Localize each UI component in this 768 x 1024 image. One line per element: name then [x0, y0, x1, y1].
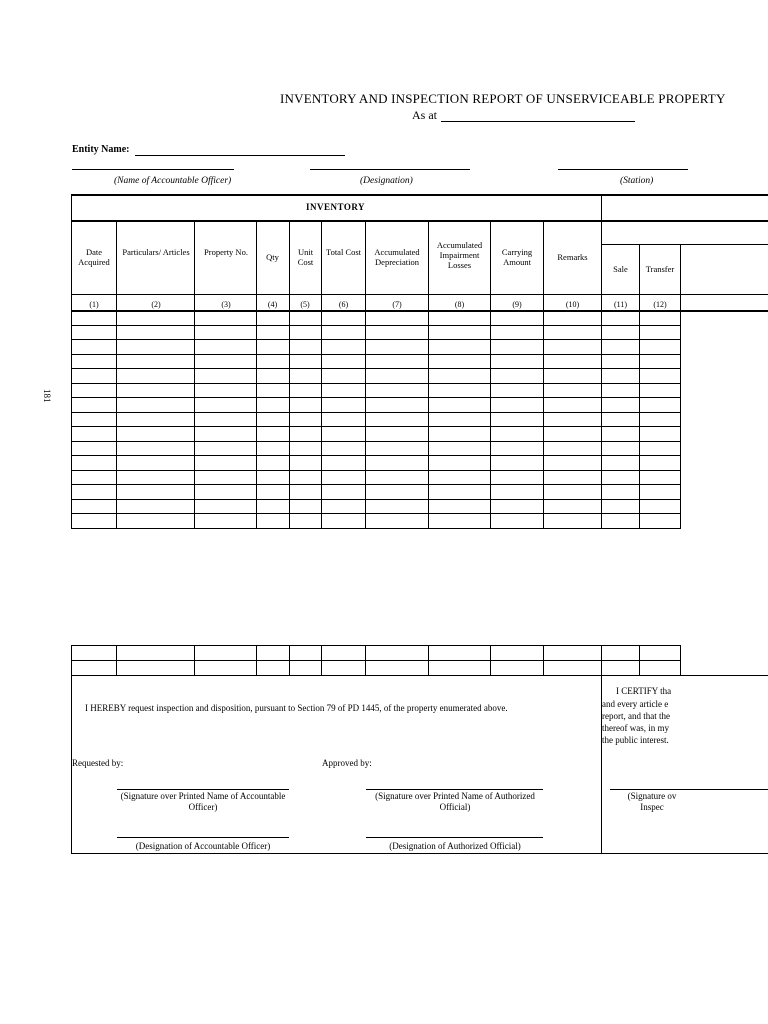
table-column-line	[256, 220, 257, 528]
as-at-line	[441, 121, 635, 122]
table-row-line	[71, 455, 681, 456]
sig-caption-authorized: (Signature over Printed Name of Authorized Official)	[375, 791, 535, 812]
table-row-line	[71, 354, 681, 355]
col-num-9: (9)	[512, 300, 522, 309]
certify-line-1: I CERTIFY tha	[616, 686, 672, 696]
col-num-bottom-line	[71, 310, 768, 312]
lower-table-top-line	[71, 645, 681, 646]
lower-table-column-line	[194, 645, 195, 675]
sig-line-inspector	[610, 789, 768, 790]
desig-caption-accountable: (Designation of Accountable Officer)	[135, 841, 271, 851]
designation-line	[310, 169, 470, 170]
inventory-header: INVENTORY	[306, 202, 366, 212]
table-column-line	[428, 220, 429, 528]
table-column-line	[680, 244, 681, 528]
col-num-6: (6)	[338, 300, 349, 309]
lower-table-column-line	[116, 645, 117, 675]
lower-table-column-line	[256, 645, 257, 675]
table-left-border	[71, 194, 72, 529]
col-header-unit-cost: Unit Cost	[297, 247, 314, 267]
col-header-transfer: Transfer	[645, 264, 675, 274]
desig-line-authorized	[366, 837, 543, 838]
table-row-line	[71, 441, 681, 442]
table-row-line	[71, 325, 681, 326]
certify-line-5: the public interest.	[602, 735, 669, 745]
approved-by-label: Approved by:	[322, 758, 372, 768]
table-column-line	[289, 220, 290, 528]
col-num-2: (2)	[151, 300, 161, 309]
col-header-property-no: Property No.	[204, 247, 248, 257]
col-num-8: (8)	[454, 300, 465, 309]
entity-name-label: Entity Name:	[72, 144, 130, 155]
table-row-line	[71, 513, 681, 514]
lower-table-column-line	[428, 645, 429, 675]
col-header-date-acquired: Date Acquired	[78, 247, 110, 267]
lower-table-column-line	[680, 645, 681, 675]
table-row-line	[71, 339, 681, 340]
col-num-10: (10)	[565, 300, 580, 309]
station-line	[558, 169, 688, 170]
report-title: INVENTORY AND INSPECTION REPORT OF UNSERVICEABLE PROPERTY	[280, 91, 726, 106]
desig-line-accountable	[117, 837, 289, 838]
col-header-total-cost: Total Cost	[325, 247, 362, 257]
certify-line-2: and every article e	[602, 699, 669, 709]
lower-table-left-line	[71, 645, 72, 675]
table-bottom-line	[71, 528, 681, 529]
desig-caption-authorized: (Designation of Authorized Official)	[389, 841, 521, 851]
request-statement: I HEREBY request inspection and disposition, pursuant to Section 79 of PD 1445, of the property enumerated above.	[85, 703, 508, 713]
sig-caption-inspector: (Signature ov Inspec	[627, 791, 677, 812]
table-column-line	[365, 220, 366, 528]
certify-line-4: thereof was, in my	[602, 723, 669, 733]
table-column-line	[321, 220, 322, 528]
table-row-line	[71, 426, 681, 427]
station-caption: (Station)	[620, 176, 654, 186]
col-num-1: (1)	[89, 300, 99, 309]
table-column-line	[543, 220, 544, 528]
lower-table-column-line	[639, 645, 640, 675]
sig-line-accountable	[117, 789, 289, 790]
col-num-3: (3)	[221, 300, 231, 309]
table-row-line	[71, 383, 681, 384]
table-top-border	[71, 194, 768, 196]
col-num-7: (7)	[392, 300, 402, 309]
col-header-sale: Sale	[613, 264, 628, 274]
col-num-4: (4)	[267, 300, 278, 309]
requested-by-label: Requested by:	[72, 758, 124, 768]
lower-table-column-line	[543, 645, 544, 675]
col-header-accum-depreciation: Accumulated Depreciation	[374, 247, 420, 267]
disposal-subheader-line	[601, 244, 768, 245]
lower-table-column-line	[321, 645, 322, 675]
as-at-label: As at	[412, 108, 437, 122]
officer-line	[72, 169, 234, 170]
designation-caption: (Designation)	[360, 176, 413, 186]
sig-line-authorized	[366, 789, 543, 790]
table-row-line	[71, 368, 681, 369]
table-row-line	[71, 484, 681, 485]
lower-table-mid-line	[71, 660, 681, 661]
accountable-officer-caption: (Name of Accountable Officer)	[114, 176, 232, 186]
footer-bottom-line	[71, 853, 768, 854]
lower-table-column-line	[289, 645, 290, 675]
certify-line-3: report, and that the	[602, 711, 670, 721]
table-row-line	[71, 412, 681, 413]
col-header-carrying-amount: Carrying Amount	[501, 247, 533, 267]
lower-table-column-line	[490, 645, 491, 675]
header-row-border	[71, 220, 768, 222]
lower-table-column-line	[365, 645, 366, 675]
col-header-accum-impairment: Accumulated Impairment Losses	[436, 240, 483, 270]
sig-caption-accountable: (Signature over Printed Name of Accountable Officer)	[120, 791, 286, 812]
col-num-11: (11)	[613, 300, 628, 309]
lower-table-column-line	[601, 645, 602, 675]
col-num-5: (5)	[300, 300, 310, 309]
table-column-line	[601, 194, 602, 528]
table-row-line	[71, 470, 681, 471]
header-bottom-line	[71, 294, 768, 295]
table-column-line	[639, 244, 640, 528]
col-header-remarks: Remarks	[557, 252, 588, 262]
footer-top-line	[71, 675, 768, 676]
table-column-line	[194, 220, 195, 528]
table-column-line	[490, 220, 491, 528]
col-num-12: (12)	[653, 300, 667, 309]
col-header-qty: Qty	[266, 252, 279, 262]
page-number: 181	[42, 389, 52, 403]
entity-name-line	[135, 155, 345, 156]
table-row-line	[71, 499, 681, 500]
table-column-line	[116, 220, 117, 528]
table-row-line	[71, 397, 681, 398]
col-header-particulars: Particulars/ Articles	[122, 247, 190, 257]
